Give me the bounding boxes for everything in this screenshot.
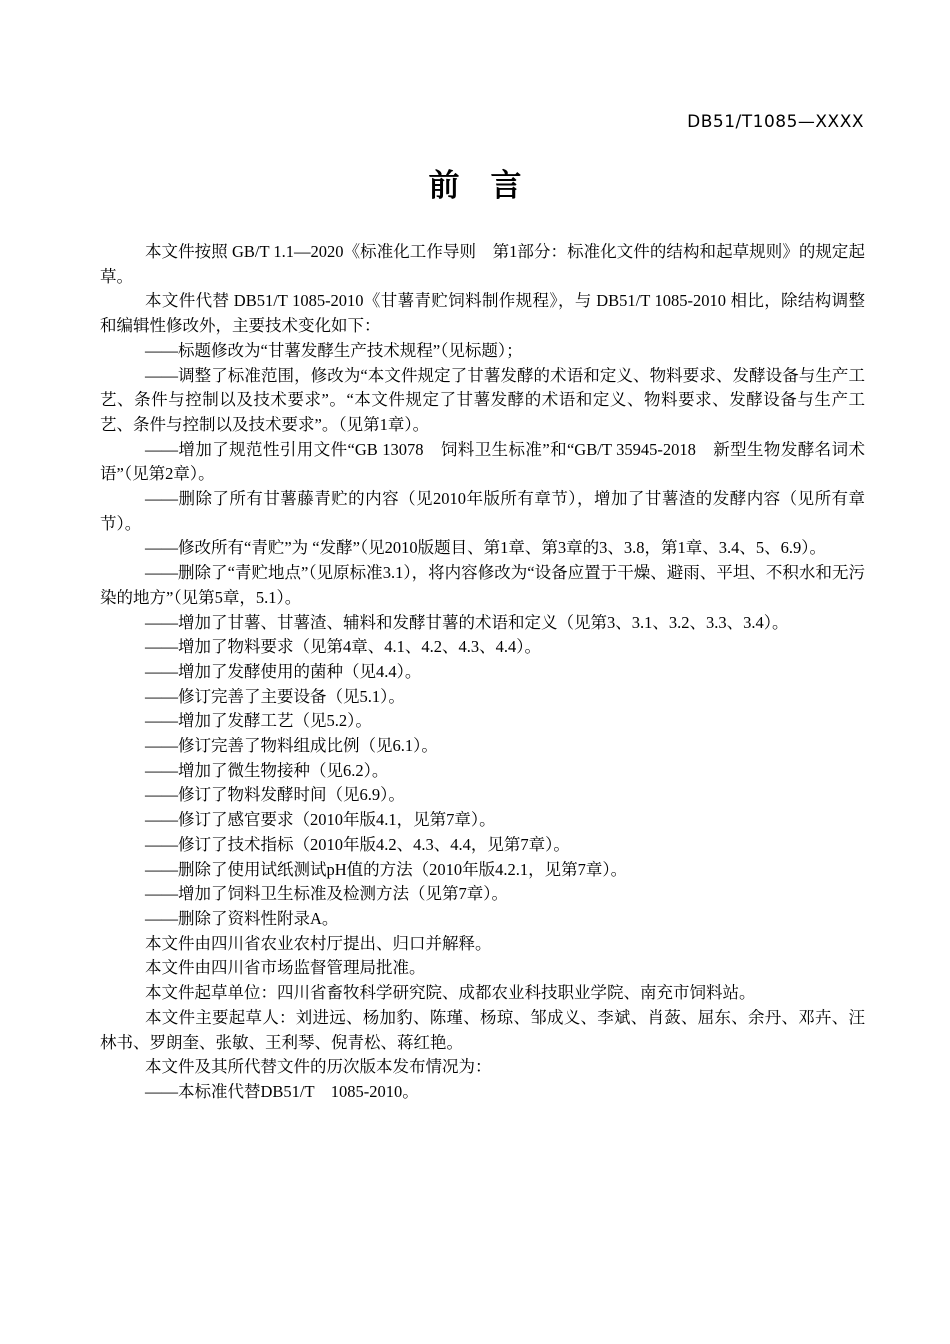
paragraph: ——增加了发酵使用的菌种（见4.4）。 bbox=[145, 661, 422, 681]
document-header bbox=[0, 112, 864, 132]
paragraph: ——增加了甘薯、甘薯渣、辅料和发酵甘薯的术语和定义（见第3、3.1、3.2、3.3、3.4）。 bbox=[145, 612, 789, 632]
paragraph: ——增加了饲料卫生标准及检测方法（见第7章）。 bbox=[145, 884, 508, 904]
paragraph: 本文件按照 GB/T 1.1—2020《标准化工作导则 第1部分：标准化文件的结构和起草规则》的规定起草。 bbox=[100, 242, 865, 286]
paragraph: ——删除了“青贮地点”（见原标准3.1），将内容修改为“设备应置于干燥、避雨、平坦、不积水和无污染的地方”（见第5章，5.1）。 bbox=[100, 563, 865, 607]
paragraph: ——本标准代替DB51/T 1085-2010。 bbox=[145, 1081, 419, 1101]
paragraph: ——删除了使用试纸测试pH值的方法（2010年版4.2.1，见第7章）。 bbox=[145, 859, 628, 879]
paragraph: ——修订了技术指标（2010年版4.2、4.3、4.4，见第7章）。 bbox=[145, 834, 570, 854]
paragraph: ——增加了规范性引用文件“GB 13078 饲料卫生标准”和“GB/T 35945-2018 新型生物发酵名词术语”（见第2章）。 bbox=[100, 439, 865, 484]
paragraph: ——修订了物料发酵时间（见6.9）。 bbox=[145, 785, 405, 805]
document-body bbox=[100, 240, 865, 1105]
paragraph: 本文件及其所代替文件的历次版本发布情况为： bbox=[145, 1057, 492, 1077]
paragraph: 本文件由四川省市场监督管理局批准。 bbox=[145, 958, 426, 978]
paragraph: ——调整了标准范围，修改为“本文件规定了甘薯发酵的术语和定义、物料要求、发酵设备与生产工艺、条件与控制以及技术要求”。“本文件规定了甘薯发酵的术语和定义、物料要求、发酵设备与生产工艺、条件与控制以及技术要求”。（见第1章）。 bbox=[100, 365, 865, 434]
paragraph: ——增加了微生物接种（见6.2）。 bbox=[145, 760, 389, 780]
page-title: 前 言 bbox=[428, 168, 522, 204]
paragraph: ——删除了所有甘薯藤青贮的内容（见2010年版所有章节），增加了甘薯渣的发酵内容（见所有章节）。 bbox=[100, 489, 865, 533]
paragraph: ——增加了发酵工艺（见5.2）。 bbox=[145, 711, 372, 731]
paragraph: ——标题修改为“甘薯发酵生产技术规程”（见标题）； bbox=[145, 340, 523, 360]
paragraph: 本文件主要起草人：刘进远、杨加豹、陈瑾、杨琼、邹成义、李斌、肖蔹、屈东、余丹、邓卉、汪林书、罗朗奎、张敏、王利琴、倪青松、蒋红艳。 bbox=[100, 1007, 865, 1052]
paragraph: ——修订了感官要求（2010年版4.1，见第7章）。 bbox=[145, 810, 496, 830]
paragraph: ——修订完善了物料组成比例（见6.1）。 bbox=[145, 736, 438, 756]
paragraph: 本文件起草单位：四川省畜牧科学研究院、成都农业科技职业学院、南充市饲料站。 bbox=[145, 983, 756, 1003]
paragraph: 本文件代替 DB51/T 1085-2010《甘薯青贮饲料制作规程》，与 DB51/T 1085-2010 相比，除结构调整和编辑性修改外，主要技术变化如下： bbox=[100, 291, 865, 336]
paragraph: 本文件由四川省农业农村厅提出、归口并解释。 bbox=[145, 933, 492, 953]
standard-code: DB51/T1085—XXXX bbox=[687, 112, 864, 132]
paragraph: ——增加了物料要求（见第4章、4.1、4.2、4.3、4.4）。 bbox=[145, 637, 541, 657]
paragraph: ——修订完善了主要设备（见5.1）。 bbox=[145, 686, 405, 706]
paragraph: ——修改所有“青贮”为 “发酵”（见2010版题目、第1章、第3章的3、3.8，第1章、3.4、5、6.9）。 bbox=[145, 538, 827, 558]
paragraph: ——删除了资料性附录A。 bbox=[145, 908, 339, 928]
